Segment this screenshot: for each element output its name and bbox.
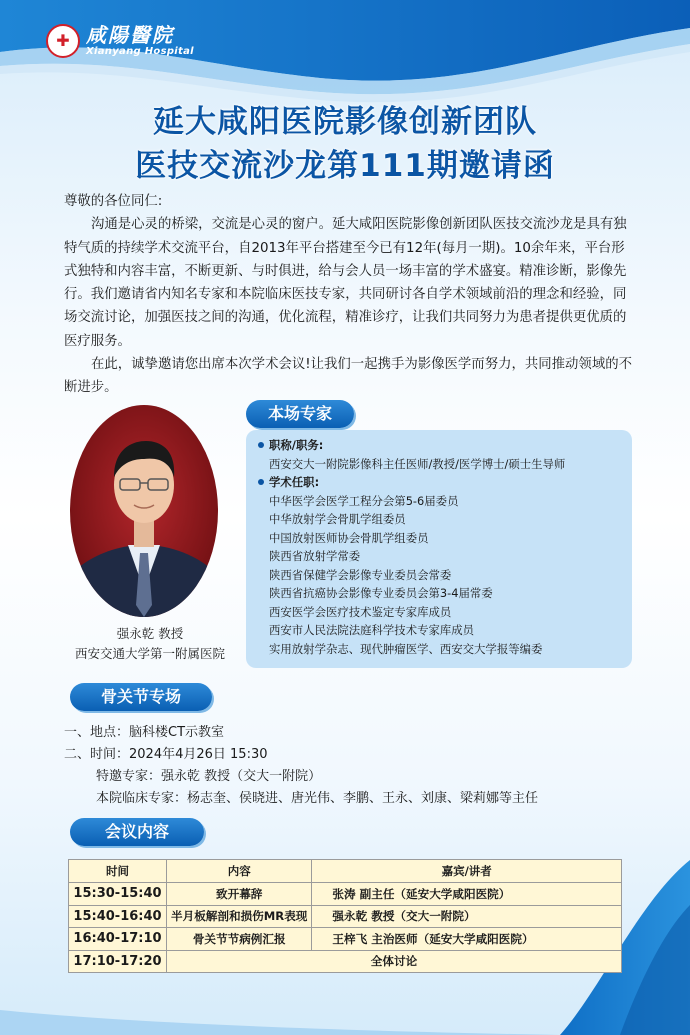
- agenda-table: [68, 859, 622, 973]
- intro-paragraph-1: 沟通是心灵的桥梁，交流是心灵的窗户。延大咸阳医院影像创新团队医技交流沙龙是具有独特气质的持续学术交流平台，自2013年平台搭建至今已有12年(每月一期)。10余年来，平台形式独特和内容丰富，不断更新、与时俱进，给与会人员一场丰富的学术盛宴。精准诊断，影像先行。我们邀请省内知名专家和本院临床医技专家，共同研讨各自学术领域前沿的理念和经验，同场交流讨论，加强医技之间的沟通，优化流程，精准诊疗，让我们共同努力为患者提供更优质的医疗服务。: [64, 217, 627, 349]
- agenda-row: [69, 883, 622, 906]
- role-item: 西安市人民法院法庭科学技术专家库成员: [269, 623, 475, 637]
- expert-tab: 本场专家: [246, 400, 354, 428]
- role-item: 陕西省保健学会影像专业委员会常委: [269, 567, 452, 582]
- agenda-content: 半月板解剖和损伤MR表现: [167, 905, 312, 928]
- session-tab: 骨关节专场: [70, 683, 212, 711]
- expert-portrait: [70, 405, 218, 617]
- header-content: 内容: [167, 860, 312, 883]
- position-heading: 职称/职务:: [258, 436, 565, 455]
- bullet-icon: [258, 479, 264, 485]
- role-item: 陕西省抗癌协会影像专业委员会第3-4届常委: [269, 586, 493, 600]
- intro-paragraph-2: 在此，诚挚邀请您出席本次学术会议!让我们一起携手为影像医学而努力，共同推动领域的不断进步。: [64, 357, 632, 396]
- hospital-logo: [46, 24, 194, 58]
- page-title-line1: 延大咸阳医院影像创新团队: [153, 104, 537, 140]
- agenda-content: 骨关节节病例汇报: [167, 928, 312, 951]
- agenda-time: 15:40-16:40: [69, 905, 167, 928]
- agenda-header-row: [69, 860, 622, 883]
- role-item: 中华放射学会骨肌学组委员: [269, 512, 406, 526]
- hospital-cross-icon: ✚: [46, 24, 80, 58]
- expert-caption: [70, 624, 230, 664]
- expert-name: 强永乾 教授: [116, 626, 184, 641]
- expert-info-box: [246, 430, 632, 668]
- greeting: 尊敬的各位同仁:: [64, 194, 163, 209]
- agenda-tab: 会议内容: [70, 818, 204, 846]
- role-item: 中国放射医师协会骨肌学组委员: [269, 530, 429, 545]
- agenda-content: 全体讨论: [167, 950, 622, 973]
- header-time: 时间: [69, 860, 167, 883]
- session-location: 一、地点：脑科楼CT示教室: [64, 725, 225, 740]
- session-time: 二、时间：2024年4月26日 15:30: [64, 747, 268, 762]
- role-item: 陕西省放射学常委: [269, 549, 361, 563]
- intro-text: [64, 190, 638, 400]
- special-guest: 特邀专家：强永乾 教授（交大一附院）: [96, 769, 322, 784]
- agenda-speaker: 强永乾 教授（交大一附院）: [312, 905, 622, 928]
- header-speaker: 嘉宾/讲者: [312, 860, 622, 883]
- position-text: 西安交大一附院影像科主任医师/教授/医学博士/硕士生导师: [269, 456, 566, 471]
- agenda-row: [69, 950, 622, 973]
- hospital-name-cn: 咸陽醫院: [86, 23, 174, 47]
- session-details: [64, 722, 538, 810]
- agenda-speaker: 张涛 副主任（延安大学咸阳医院）: [312, 883, 622, 906]
- bullet-icon: [258, 442, 264, 448]
- role-item: 西安医学会医疗技术鉴定专家库成员: [269, 604, 452, 619]
- expert-hospital: 西安交通大学第一附属医院: [74, 646, 225, 661]
- agenda-time: 16:40-17:10: [69, 928, 167, 951]
- role-item: 实用放射学杂志、现代肿瘤医学、西安交大学报等编委: [269, 641, 543, 656]
- agenda-speaker: 王梓飞 主治医师（延安大学咸阳医院）: [312, 928, 622, 951]
- agenda-row: [69, 928, 622, 951]
- page-title-line2: 医技交流沙龙第111期邀请函: [135, 148, 555, 184]
- role-item: 中华医学会医学工程分会第5-6届委员: [269, 493, 459, 508]
- agenda-content: 致开幕辞: [167, 883, 312, 906]
- hospital-name-en: Xianyang Hospital: [86, 46, 194, 57]
- agenda-time: 17:10-17:20: [69, 950, 167, 973]
- roles-heading: 学术任职:: [258, 473, 565, 492]
- agenda-row: [69, 905, 622, 928]
- clinical-experts: 本院临床专家：杨志奎、侯晓进、唐光伟、李鹏、王永、刘康、梁莉娜等主任: [96, 791, 539, 806]
- agenda-time: 15:30-15:40: [69, 883, 167, 906]
